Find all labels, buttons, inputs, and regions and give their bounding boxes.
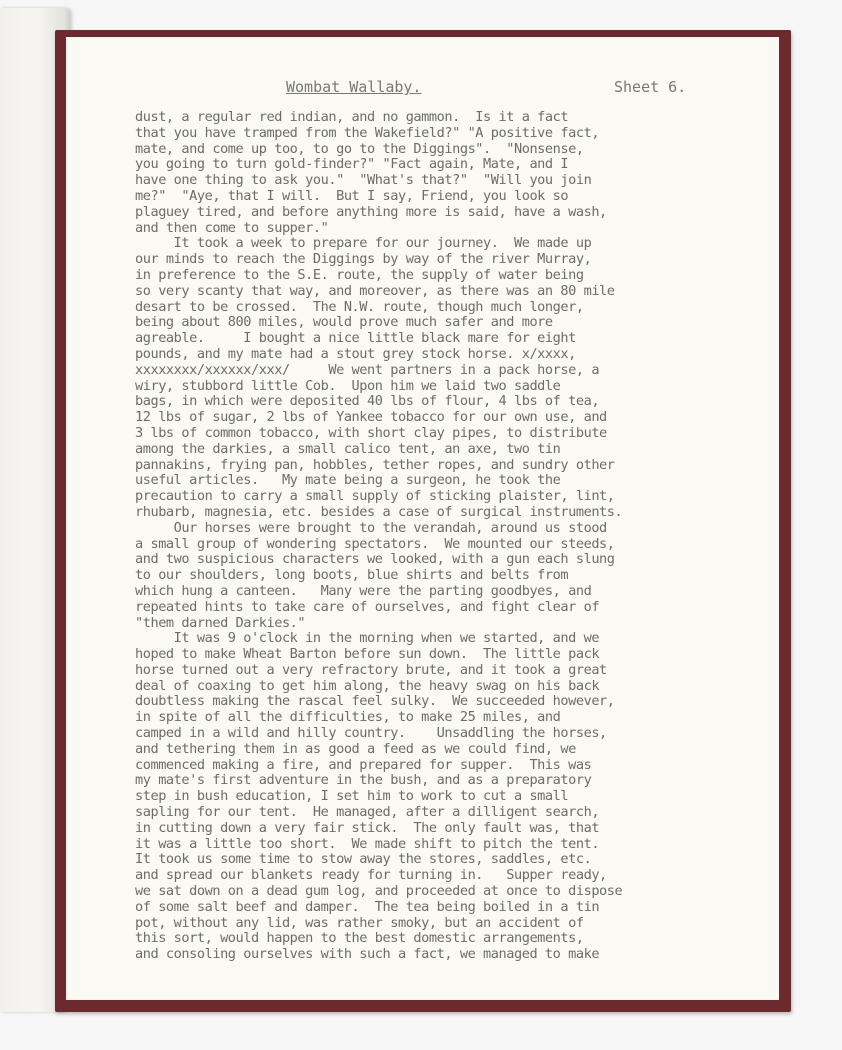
text-line: It took us some time to stow away the stores, saddles, etc. <box>135 851 592 868</box>
text-line: camped in a wild and hilly country. Unsaddling the horses, <box>135 725 607 742</box>
text-line: we sat down on a dead gum log, and proceeded at once to dispose <box>135 883 623 900</box>
text-line: it was a little too short. We made shift to pitch the tent. <box>135 835 600 852</box>
text-line: have one thing to ask you." "What's that?" "Will you join <box>135 172 592 189</box>
text-line: It was 9 o'clock in the morning when we started, and we <box>135 630 600 647</box>
text-line: among the darkies, a small calico tent, an axe, two tin <box>135 440 561 457</box>
text-line: dust, a regular red indian, and no gammon. Is it a fact <box>135 109 569 125</box>
text-line: commenced making a fire, and prepared for supper. This was <box>135 756 592 773</box>
text-line: horse turned out a very refractory brute, and it took a great <box>135 661 607 678</box>
text-line: Our horses were brought to the verandah, around us stood <box>135 519 607 536</box>
text-line: xxxxxxxx/xxxxxx/xxx/ We went partners in a pack horse, a <box>135 361 600 378</box>
text-line: rhubarb, magnesia, etc. besides a case of surgical instruments. <box>135 503 623 520</box>
text-line: and then come to supper." <box>135 219 329 236</box>
text-line: and tethering them in as good a feed as we could find, we <box>135 740 576 757</box>
text-line: in spite of all the difficulties, to make 25 miles, and <box>135 709 561 726</box>
text-line: in cutting down a very fair stick. The only fault was, that <box>135 819 600 836</box>
text-line: to our shoulders, long boots, blue shirts and belts from <box>135 567 569 584</box>
text-line: so very scanty that way, and moreover, as there was an 80 mile <box>135 282 615 299</box>
text-line: deal of coaxing to get him along, the heavy swag on his back <box>135 677 600 694</box>
typed-sheet <box>66 37 779 1000</box>
text-line: It took a week to prepare for our journey. We made up <box>135 235 592 252</box>
text-line: hoped to make Wheat Barton before sun down. The little pack <box>135 646 600 663</box>
text-line: which hung a canteen. Many were the parting goodbyes, and <box>135 582 592 599</box>
text-line: me?" "Aye, that I will. But I say, Friend, you look so <box>135 187 569 204</box>
text-line: pot, without any lid, was rather smoky, but an accident of <box>135 914 584 931</box>
text-line: of some salt beef and damper. The tea being boiled in a tin <box>135 898 600 915</box>
text-line: this sort, would happen to the best domestic arrangements, <box>135 930 584 947</box>
text-line: that you have tramped from the Wakefield?" "A positive fact, <box>135 124 600 141</box>
text-line: pounds, and my mate had a stout grey stock horse. x/xxxx, <box>135 345 576 362</box>
text-line: in preference to the S.E. route, the supply of water being <box>135 266 584 283</box>
text-line: bags, in which were deposited 40 lbs of flour, 4 lbs of tea, <box>135 393 600 410</box>
text-line: plaguey tired, and before anything more is said, have a wash, <box>135 203 607 220</box>
sheet-number: Sheet 6. <box>614 78 687 96</box>
text-line: precaution to carry a small supply of sticking plaister, lint, <box>135 488 615 505</box>
document-title: Wombat Wallaby. <box>286 78 422 96</box>
text-line: being about 800 miles, would prove much safer and more <box>135 314 553 331</box>
text-line: agreable. I bought a nice little black mare for eight <box>135 330 576 347</box>
text-line: doubtless making the rascal feel sulky. We succeeded however, <box>135 693 615 710</box>
text-line: 3 lbs of common tobacco, with short clay pipes, to distribute <box>135 424 607 441</box>
typed-body-text <box>135 110 755 963</box>
text-line: our minds to reach the Diggings by way of the river Murray, <box>135 251 592 268</box>
text-line: step in bush education, I set him to work to cut a small <box>135 788 569 805</box>
text-line: and consoling ourselves with such a fact, we managed to make <box>135 946 600 963</box>
text-line: 12 lbs of sugar, 2 lbs of Yankee tobacco for our own use, and <box>135 409 607 426</box>
text-line: you going to turn gold-finder?" "Fact again, Mate, and I <box>135 156 569 173</box>
text-line: repeated hints to take care of ourselves, and fight clear of <box>135 598 600 615</box>
text-line: sapling for our tent. He managed, after a dilligent search, <box>135 804 600 821</box>
text-line: mate, and come up too, to go to the Diggings". "Nonsense, <box>135 140 584 157</box>
text-line: and two suspicious characters we looked, with a gun each slung <box>135 551 615 568</box>
text-line: desart to be crossed. The N.W. route, though much longer, <box>135 298 584 315</box>
text-line: "them darned Darkies." <box>135 614 306 631</box>
text-line: pannakins, frying pan, hobbles, tether ropes, and sundry other <box>135 456 615 473</box>
text-line: wiry, stubbord little Cob. Upon him we laid two saddle <box>135 377 561 394</box>
text-line: and spread our blankets ready for turning in. Supper ready, <box>135 867 607 884</box>
text-line: useful articles. My mate being a surgeon, he took the <box>135 472 561 489</box>
text-line: a small group of wondering spectators. We mounted our steeds, <box>135 535 615 552</box>
text-line: my mate's first adventure in the bush, and as a preparatory <box>135 772 592 789</box>
